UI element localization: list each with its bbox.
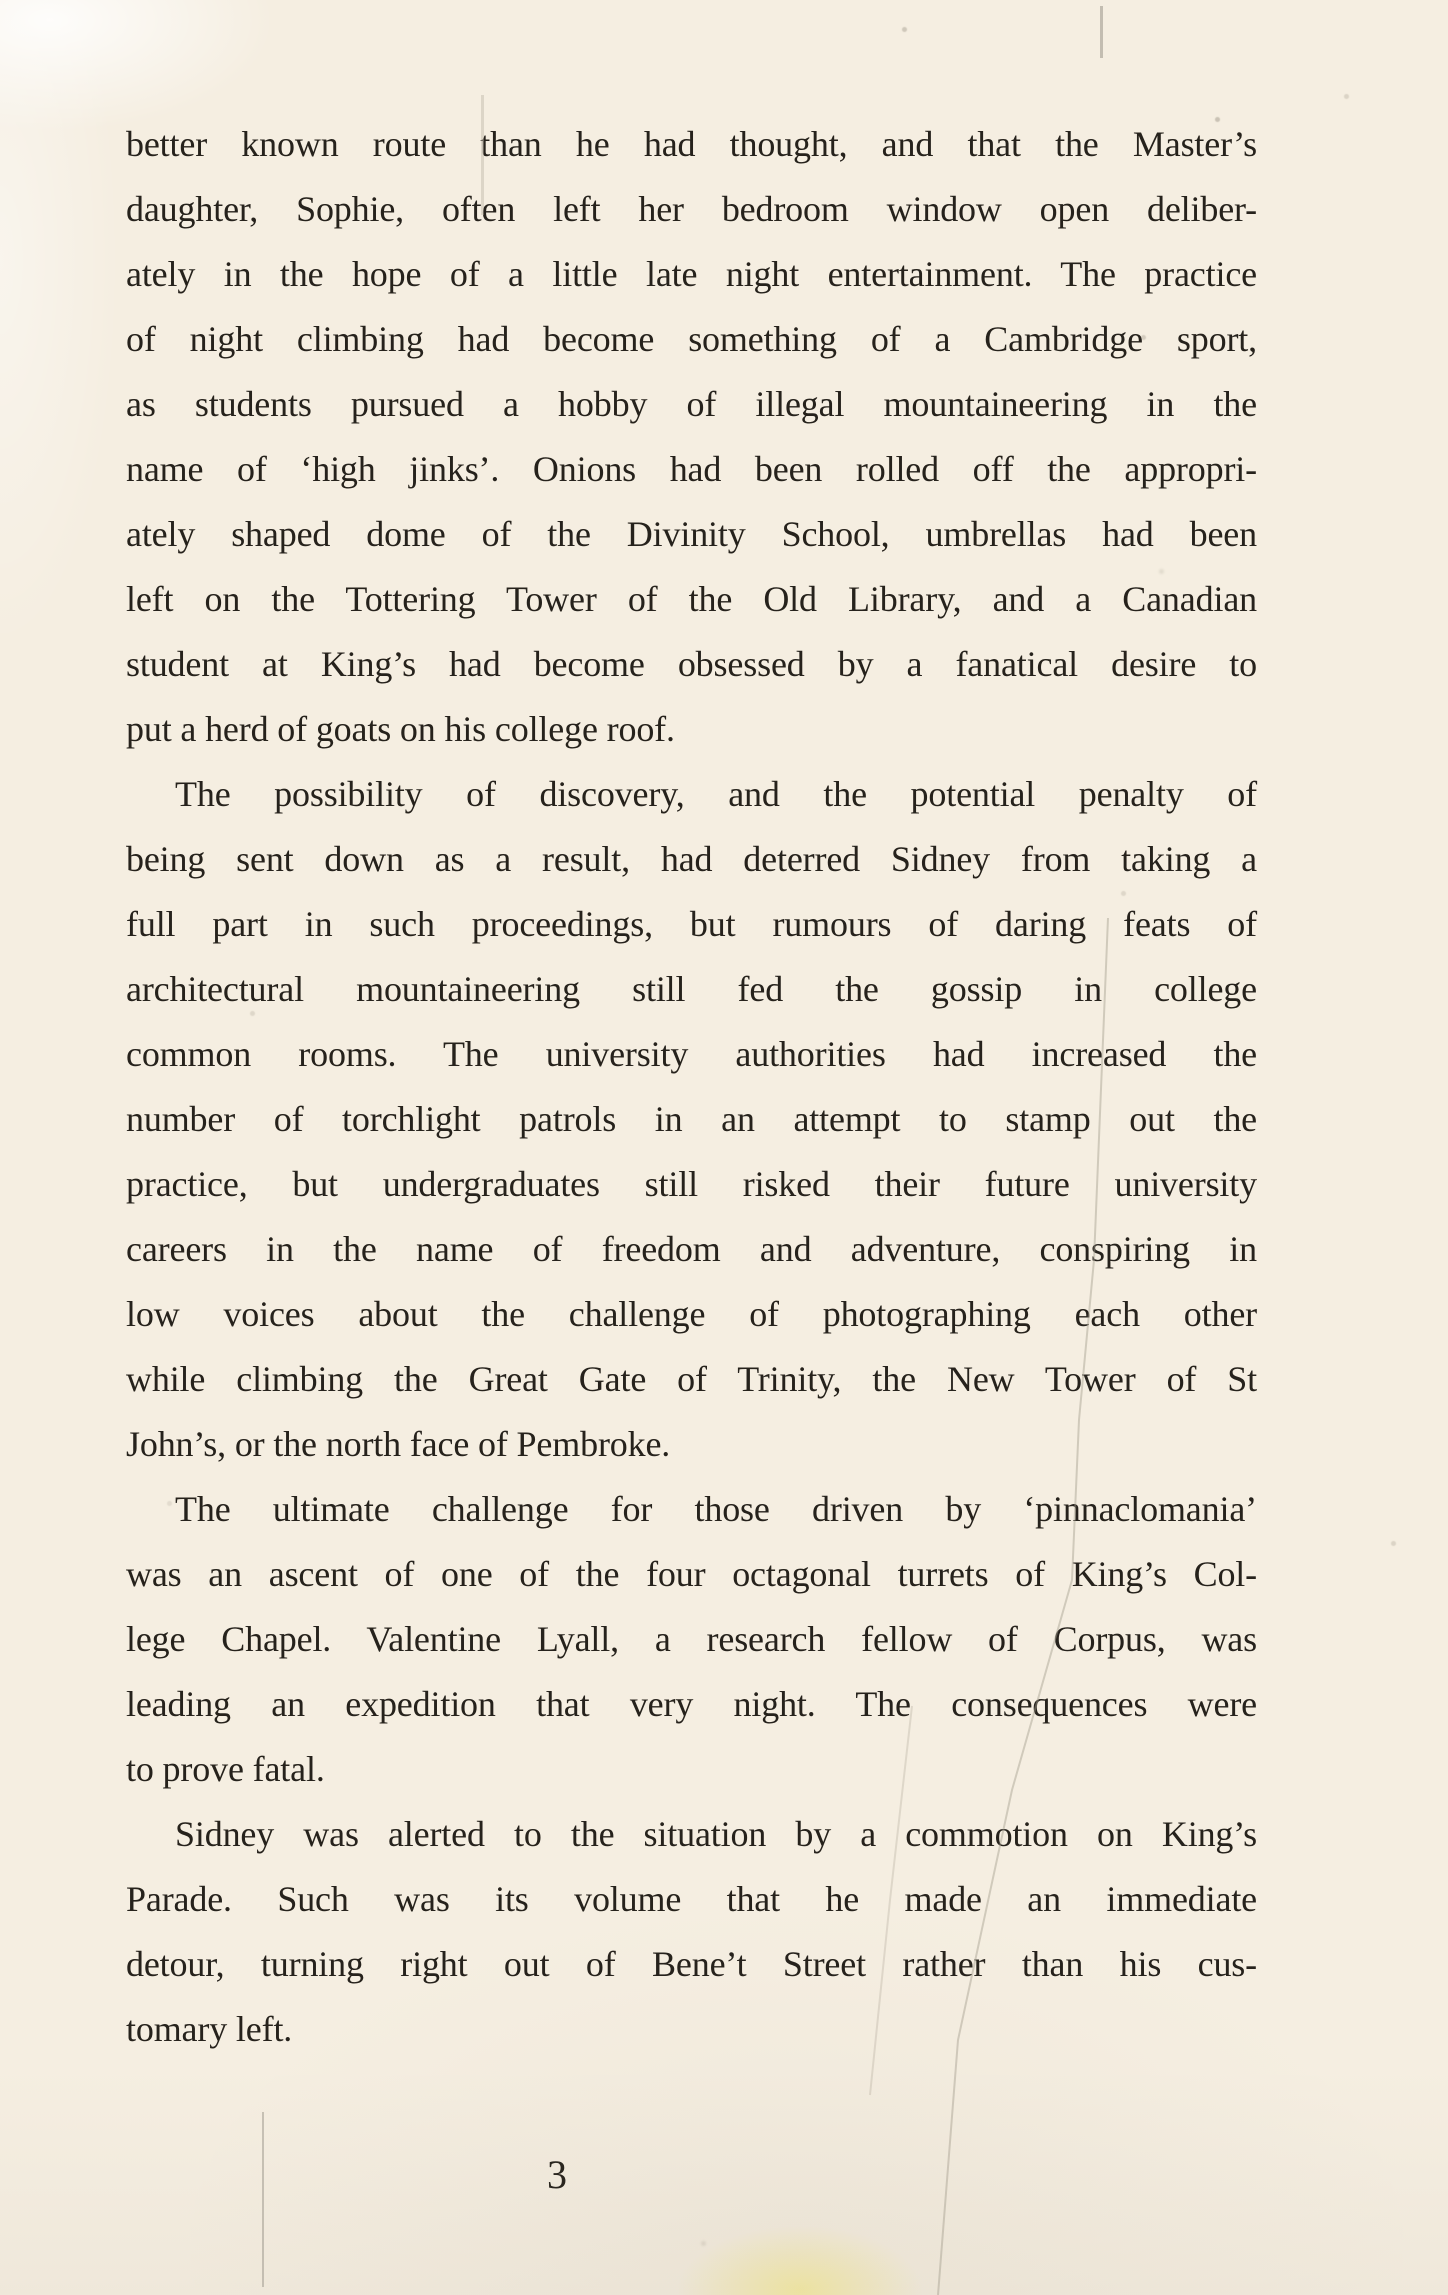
paragraph xyxy=(126,1477,1257,1802)
text-line: careers in the name of freedom and adventure, conspiring in xyxy=(126,1229,1257,1269)
text-line: name of ‘high jinks’. Onions had been rolled off the appropri- xyxy=(126,449,1257,489)
text-line: of night climbing had become something of a Cambridge sport, xyxy=(126,319,1257,359)
text-line: full part in such proceedings, but rumours of daring feats of xyxy=(126,904,1257,944)
text-line: number of torchlight patrols in an attempt to stamp out the xyxy=(126,1099,1257,1139)
scan-dash-artifact xyxy=(1100,6,1103,58)
text-line: leading an expedition that very night. The consequences were xyxy=(126,1684,1257,1724)
text-line: low voices about the challenge of photographing each other xyxy=(126,1294,1257,1334)
text-line: being sent down as a result, had deterred Sidney from taking a xyxy=(126,839,1257,879)
text-line: John’s, or the north face of Pembroke. xyxy=(126,1424,671,1464)
text-line: left on the Tottering Tower of the Old Library, and a Canadian xyxy=(126,579,1257,619)
scan-specks xyxy=(0,0,3,3)
paragraph xyxy=(126,762,1257,1477)
text-line: common rooms. The university authorities had increased the xyxy=(126,1034,1257,1074)
text-line: Parade. Such was its volume that he made an immediate xyxy=(126,1879,1257,1919)
page-number: 3 xyxy=(547,2152,567,2197)
text-line: daughter, Sophie, often left her bedroom window open deliber- xyxy=(126,189,1257,229)
text-line: Sidney was alerted to the situation by a commotion on King’s xyxy=(175,1814,1257,1854)
text-line: lege Chapel. Valentine Lyall, a research fellow of Corpus, was xyxy=(126,1619,1257,1659)
text-line: The possibility of discovery, and the potential penalty of xyxy=(175,774,1257,814)
text-line: better known route than he had thought, and that the Master’s xyxy=(126,124,1257,164)
text-line: practice, but undergraduates still risked their future university xyxy=(126,1164,1257,1204)
text-line: while climbing the Great Gate of Trinity, the New Tower of St xyxy=(126,1359,1257,1399)
text-line: ately shaped dome of the Divinity School, umbrellas had been xyxy=(126,514,1257,554)
paragraph xyxy=(126,112,1257,762)
text-line: student at King’s had become obsessed by a fanatical desire to xyxy=(126,644,1257,684)
text-line: detour, turning right out of Bene’t Street rather than his cus- xyxy=(126,1944,1257,1984)
text-line: was an ascent of one of the four octagonal turrets of King’s Col- xyxy=(126,1554,1257,1594)
text-line: to prove fatal. xyxy=(126,1749,325,1789)
text-line: as students pursued a hobby of illegal mountaineering in the xyxy=(126,384,1257,424)
text-line: architectural mountaineering still fed the gossip in college xyxy=(126,969,1257,1009)
text-line: tomary left. xyxy=(126,2009,293,2049)
body-text xyxy=(126,112,1257,2062)
paragraph xyxy=(126,1802,1257,2062)
text-line: ately in the hope of a little late night entertainment. The practice xyxy=(126,254,1257,294)
scan-line-artifact xyxy=(262,2112,264,2287)
text-line: put a herd of goats on his college roof. xyxy=(126,709,675,749)
text-line: The ultimate challenge for those driven by ‘pinnaclomania’ xyxy=(175,1489,1257,1529)
